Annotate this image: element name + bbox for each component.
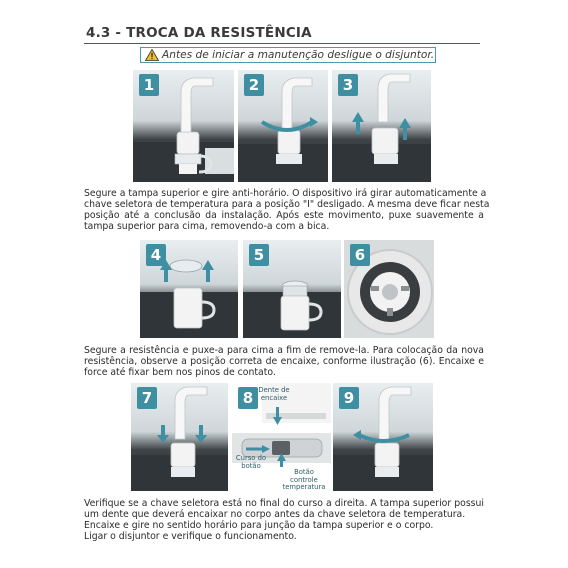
- step-1-photo: [133, 70, 234, 182]
- step-4-photo: [140, 240, 238, 338]
- paragraph-3: Verifique se a chave seletora está no final do curso a direita. A tampa superior possui um dente que deverá encaixar no corpo antes da chave seletora de temperatura. Encaixe e gire no sentido horário para junção da tampa superior e o corpo. Ligar o disjuntor e verifique o funcionamento.: [84, 498, 484, 543]
- section-title: 4.3 - TROCA DA RESISTÊNCIA: [86, 25, 312, 41]
- step-9-photo: [333, 383, 433, 491]
- step-number-badge: 6: [350, 244, 370, 266]
- step-number-badge: 3: [338, 74, 358, 96]
- warning-text: Antes de iniciar a manutenção desligue o disjuntor.: [162, 49, 435, 61]
- step-number-badge: 4: [146, 244, 166, 266]
- step-number-badge: 9: [339, 387, 359, 409]
- callout-curso-botao: Curso do botão: [235, 454, 267, 470]
- callout-botao-controle: Botão controle temperatura: [282, 468, 326, 491]
- step-number-badge: 5: [249, 244, 269, 266]
- step-5-photo: [243, 240, 341, 338]
- step-7-photo: [131, 383, 228, 491]
- step-number-badge: 1: [139, 74, 159, 96]
- callout-dente-encaixe: Dente de encaixe: [258, 386, 290, 402]
- step-8-photo: [232, 383, 331, 491]
- step-number-badge: 2: [244, 74, 264, 96]
- step-number-badge: 8: [238, 387, 258, 409]
- warning-banner: [140, 47, 436, 63]
- step-number-badge: 7: [137, 387, 157, 409]
- step-3-photo: [332, 70, 431, 182]
- step-2-photo: [238, 70, 328, 182]
- paragraph-2: Segure a resistência e puxe-a para cima a fim de remove-la. Para colocação da nova resistência, observe a posição correta de encaixe, conforme ilustração (6). Encaixe e force até fixar bem nos pinos de contato.: [84, 345, 484, 379]
- step-6-photo: [344, 240, 434, 338]
- paragraph-1: Segure a tampa superior e gire anti-horário. O dispositivo irá girar automaticamente a chave seletora de temperatura para a posição "I" desligado. A mesma deve ficar nesta posição até a conclusão da instalação. Após este movimento, puxe suavemente a tampa superior para cima, removendo-a com a bica.: [84, 188, 490, 233]
- warning-triangle-icon: [145, 49, 159, 61]
- title-divider: [84, 43, 480, 44]
